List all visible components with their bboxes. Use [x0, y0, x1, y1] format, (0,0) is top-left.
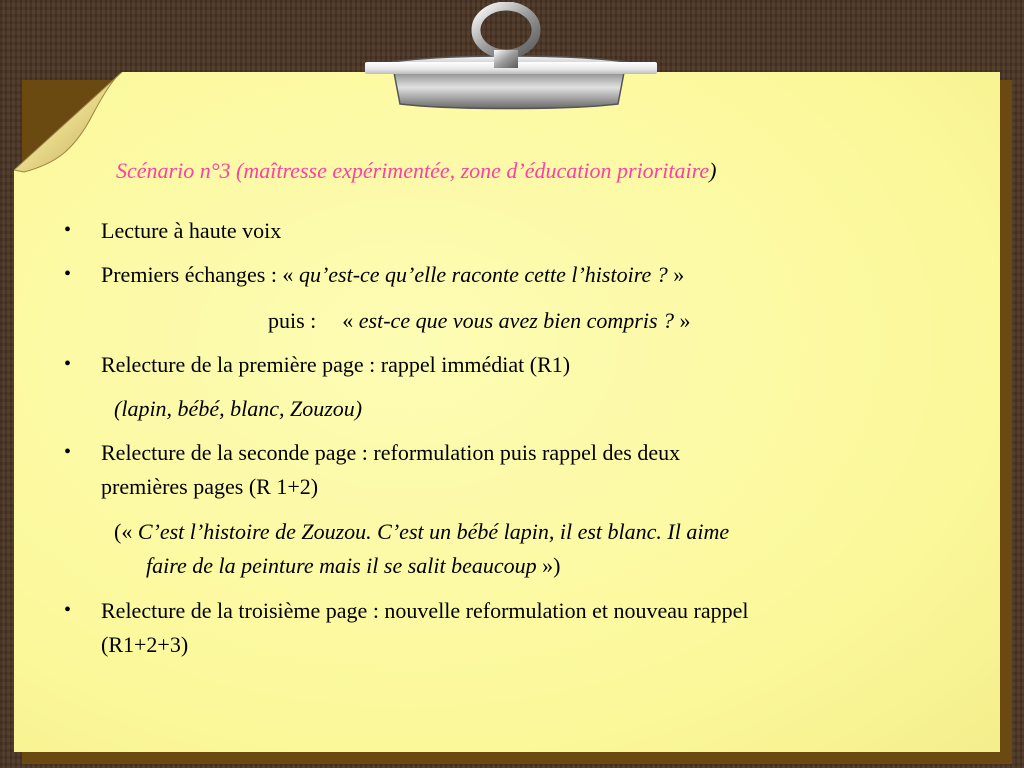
list-item-text: [101, 258, 684, 291]
clip-ring-icon: [466, 2, 546, 68]
bullet-icon: •: [64, 219, 72, 241]
followup-line: [268, 304, 691, 337]
puis-label: puis :: [268, 308, 317, 333]
quote-line2: faire de la peinture mais il se salit beaucoup: [146, 553, 537, 578]
puis-close: »: [674, 308, 691, 333]
puis-open: «: [342, 308, 359, 333]
list-item-text: Relecture de la première page : rappel immédiat (R1): [101, 352, 571, 377]
quote-line1: C’est l’histoire de Zouzou. C’est un bébé lapin, il est blanc. Il aime: [137, 519, 730, 544]
list-item-text: Relecture de la troisième page : nouvelle reformulation et nouveau rappel: [101, 598, 749, 623]
b2-suffix: »: [667, 262, 685, 287]
b5-line2: (R1+2+3): [101, 632, 189, 657]
bullet-icon: •: [64, 441, 72, 463]
quote-line: [146, 549, 560, 582]
slide-title: [116, 158, 716, 184]
quote-close: »): [536, 553, 561, 578]
bullet-icon: •: [64, 353, 72, 375]
b3-note: (lapin, bébé, blanc, Zouzou): [114, 396, 363, 421]
slide-title-close: ): [709, 158, 717, 183]
list-item-text: Relecture de la seconde page : reformulation puis rappel des deux: [101, 440, 681, 465]
list-item-continuation: [101, 470, 318, 503]
bullet-icon: •: [64, 599, 72, 621]
slide-title-text: Scénario n°3 (maîtresse expérimentée, zone d’éducation prioritaire: [116, 158, 710, 183]
bullet-icon: •: [64, 263, 72, 285]
b4-line2: premières pages (R 1+2): [101, 474, 319, 499]
list-item-text: Lecture à haute voix: [101, 218, 282, 243]
puis-question: est-ce que vous avez bien compris ?: [358, 308, 675, 333]
quote-line: [114, 515, 729, 548]
page-curl-icon: [14, 72, 126, 174]
b2-question: qu’est-ce qu’elle raconte cette l’histoire ?: [298, 262, 668, 287]
b2-prefix: Premiers échanges : «: [101, 262, 299, 287]
list-item-continuation: [101, 628, 188, 661]
note-line: [114, 392, 362, 425]
quote-open: («: [114, 519, 138, 544]
